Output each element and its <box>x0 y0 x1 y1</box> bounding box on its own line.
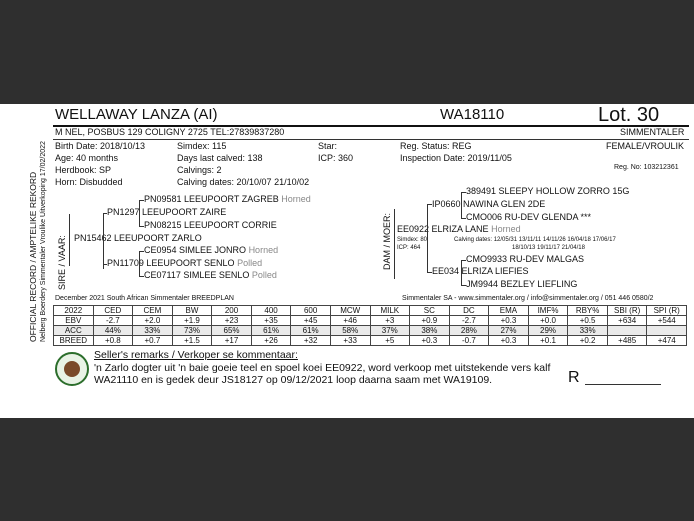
icp: ICP: 360 <box>318 153 354 163</box>
ebv-cell: 61% <box>291 326 331 336</box>
dd-connector <box>461 260 462 285</box>
sire-connector-bottom <box>103 264 107 265</box>
ebv-cell: 37% <box>370 326 410 336</box>
dam-label: DAM / MOER: <box>382 212 392 270</box>
ss-connector <box>139 200 140 226</box>
ebv-cell: 73% <box>172 326 212 336</box>
dam-calving-dates-2: 18/10/13 19/11/17 21/04/18 <box>512 245 585 251</box>
age: Age: 40 months <box>55 153 119 163</box>
ebv-cell: 58% <box>330 326 370 336</box>
days-last-calved: Days last calved: 138 <box>177 153 263 163</box>
ebv-cell: +0.8 <box>93 336 133 346</box>
ebv-cell: +45 <box>291 316 331 326</box>
ebv-cell: EMA <box>489 306 529 316</box>
sire-connector-top <box>103 213 107 214</box>
ebv-cell: EBV <box>54 316 94 326</box>
ebv-cell: SPI (R) <box>647 306 687 316</box>
dam-dam: EE034 ELRIZA LIEFIES <box>432 266 529 276</box>
sire-dam-sire: CE0954 SIMLEE JONRO Horned <box>144 245 279 255</box>
inspection-date: Inspection Date: 2019/11/05 <box>400 153 512 163</box>
ebv-cell: SC <box>410 306 450 316</box>
dam: EE0922 ELRIZA LANE Horned <box>397 224 521 234</box>
ebv-cell: +0.0 <box>528 316 568 326</box>
animal-name: WELLAWAY LANZA (AI) <box>55 106 218 123</box>
ebv-cell: BW <box>172 306 212 316</box>
ebv-cell: 65% <box>212 326 252 336</box>
reg-status: Reg. Status: REG <box>400 141 472 151</box>
ebv-cell: +2.0 <box>133 316 173 326</box>
ebv-cell: MILK <box>370 306 410 316</box>
dam-simdex: Simdex: 80 <box>397 237 428 243</box>
sire-bracket <box>69 214 70 266</box>
sale-name-label: Nelberg Boerdery Simmentaler Vroulike Uitverkoping 17/02/2022 <box>40 141 47 342</box>
ebv-cell: 400 <box>251 306 291 316</box>
sire: PN15462 LEEUPOORT ZARLO <box>74 233 202 243</box>
star: Star: <box>318 141 338 151</box>
ebv-cell: +33 <box>330 336 370 346</box>
ebv-cell: +3 <box>370 316 410 326</box>
ebv-cell: +1.5 <box>172 336 212 346</box>
dd-connector-bottom <box>461 285 466 286</box>
ebv-cell: 27% <box>489 326 529 336</box>
ebv-cell: -2.7 <box>93 316 133 326</box>
ebv-cell: CED <box>93 306 133 316</box>
ebv-cell: +0.2 <box>568 336 608 346</box>
ebv-cell: +0.5 <box>568 316 608 326</box>
breedplan-source: December 2021 South African Simmentaler BREEDPLAN <box>55 295 234 302</box>
dam-sire-sire: 389491 SLEEPY HOLLOW ZORRO 15G <box>466 186 630 196</box>
remarks-line-1: 'n Zarlo dogter uit 'n baie goeie teel en spoel koei EE0922, word verkoop met uitstekende vers kalf <box>94 362 551 374</box>
dam-icp: ICP: 464 <box>397 245 421 251</box>
ebv-cell: +1.9 <box>172 316 212 326</box>
ebv-cell: +5 <box>370 336 410 346</box>
dam-sire: IP0660 NAWINA GLEN 2DE <box>432 199 546 209</box>
ebv-cell: +485 <box>607 336 647 346</box>
ebv-cell: +17 <box>212 336 252 346</box>
ebv-cell: 33% <box>568 326 608 336</box>
sire-sire-dam: PN08215 LEEUPOORT CORRIE <box>144 220 277 230</box>
ds-connector <box>461 192 462 218</box>
ebv-row <box>54 326 687 336</box>
lot-card <box>0 104 694 418</box>
ss-connector-bottom <box>139 226 144 227</box>
ebv-row <box>54 316 687 326</box>
dam-calving-dates: Calving dates: 12/05/31 13/11/11 14/11/26 16/04/18 17/06/17 <box>454 237 616 243</box>
dd-connector-top <box>461 260 466 261</box>
ebv-cell: 2022 <box>54 306 94 316</box>
ebv-cell: 38% <box>410 326 450 336</box>
dam-connector-bottom <box>427 272 432 273</box>
sd-connector-top <box>139 251 144 252</box>
ebv-cell: 33% <box>133 326 173 336</box>
ebv-cell: +32 <box>291 336 331 346</box>
ebv-cell: +23 <box>212 316 252 326</box>
ebv-cell <box>647 326 687 336</box>
dam-connector-top <box>427 204 432 205</box>
ebv-cell: +0.7 <box>133 336 173 346</box>
ebv-cell: +544 <box>647 316 687 326</box>
calving-dates: Calving dates: 20/10/07 21/10/02 <box>177 177 310 187</box>
ebv-cell: DC <box>449 306 489 316</box>
price-line <box>585 384 661 385</box>
ebv-cell: +0.3 <box>489 316 529 326</box>
ebv-cell: MCW <box>330 306 370 316</box>
sire-dam-dam: CE07117 SIMLEE SENLO Polled <box>144 270 277 280</box>
ebv-cell: +35 <box>251 316 291 326</box>
ebv-cell: 44% <box>93 326 133 336</box>
sex: FEMALE/VROULIK <box>606 141 685 151</box>
ss-connector-top <box>139 200 144 201</box>
animal-code: WA18110 <box>440 106 505 123</box>
ds-connector-bottom <box>461 218 466 219</box>
owner-divider <box>53 139 689 140</box>
sire-sire-sire: PN09581 LEEUPOORT ZAGREB Horned <box>144 194 311 204</box>
breed-label: SIMMENTALER <box>620 127 685 137</box>
dam-dam-sire: CMO9933 RU-DEV MALGAS <box>466 254 585 264</box>
ebv-cell: ACC <box>54 326 94 336</box>
ebv-cell: SBI (R) <box>607 306 647 316</box>
birth-date: Birth Date: 2018/10/13 <box>55 141 146 151</box>
sd-connector <box>139 251 140 276</box>
calvings: Calvings: 2 <box>177 165 222 175</box>
dam-dam-dam: JM9944 BEZLEY LIEFLING <box>466 279 578 289</box>
ebv-cell: +0.3 <box>489 336 529 346</box>
ebv-cell: IMF% <box>528 306 568 316</box>
official-record-label: OFFICIAL RECORD / AMPTELIKE REKORD <box>28 171 38 342</box>
remarks-title: Seller's remarks / Verkoper se kommentaar: <box>94 349 298 361</box>
simmentaler-logo <box>55 352 89 386</box>
ebv-cell: +474 <box>647 336 687 346</box>
dam-bracket <box>394 209 395 279</box>
sire-label: SIRE / VAAR: <box>57 235 67 290</box>
owner-line: M NEL, POSBUS 129 COLIGNY 2725 TEL:27839837280 <box>55 127 285 137</box>
ebv-cell: +26 <box>251 336 291 346</box>
dam-sire-dam: CMO006 RU-DEV GLENDA *** <box>466 212 592 222</box>
sire-dam: PN11709 LEEUPOORT SENLO Polled <box>107 258 263 268</box>
ebv-header-row <box>54 306 687 316</box>
ebv-cell: -0.7 <box>449 336 489 346</box>
breedplan-contact: Simmentaler SA - www.simmentaler.org / info@simmentaler.org / 051 446 0580/2 <box>402 295 654 302</box>
simdex: Simdex: 115 <box>177 141 227 151</box>
ebv-cell: +0.9 <box>410 316 450 326</box>
lot-number: Lot. 30 <box>598 104 660 126</box>
ebv-cell: 28% <box>449 326 489 336</box>
ds-connector-top <box>461 192 466 193</box>
sire-connector <box>103 213 104 269</box>
ebv-row <box>54 336 687 346</box>
price-label: R <box>568 369 580 386</box>
ebv-cell: 29% <box>528 326 568 336</box>
ebv-cell: BREED <box>54 336 94 346</box>
ebv-cell: 200 <box>212 306 252 316</box>
ebv-cell: -2.7 <box>449 316 489 326</box>
ebv-cell: +0.3 <box>410 336 450 346</box>
ebv-cell: RBY% <box>568 306 608 316</box>
ebv-cell: +46 <box>330 316 370 326</box>
ebv-cell: +0.1 <box>528 336 568 346</box>
sire-sire: PN1297 LEEUPOORT ZAIRE <box>107 207 227 217</box>
ebv-cell: CEM <box>133 306 173 316</box>
remarks-line-2: WA21110 en is gedek deur JS18127 op 09/12/2021 loop daarna saam met WA19109. <box>94 374 493 386</box>
herdbook: Herdbook: SP <box>55 165 112 175</box>
horn-status: Horn: Disbudded <box>55 177 123 187</box>
ebv-cell: 600 <box>291 306 331 316</box>
ebv-cell: +634 <box>607 316 647 326</box>
reg-number: Reg. No: 103212361 <box>614 164 679 171</box>
sd-connector-bottom <box>139 276 144 277</box>
dam-connector <box>427 204 428 272</box>
ebv-cell <box>607 326 647 336</box>
ebv-table <box>53 305 687 346</box>
ebv-cell: 61% <box>251 326 291 336</box>
